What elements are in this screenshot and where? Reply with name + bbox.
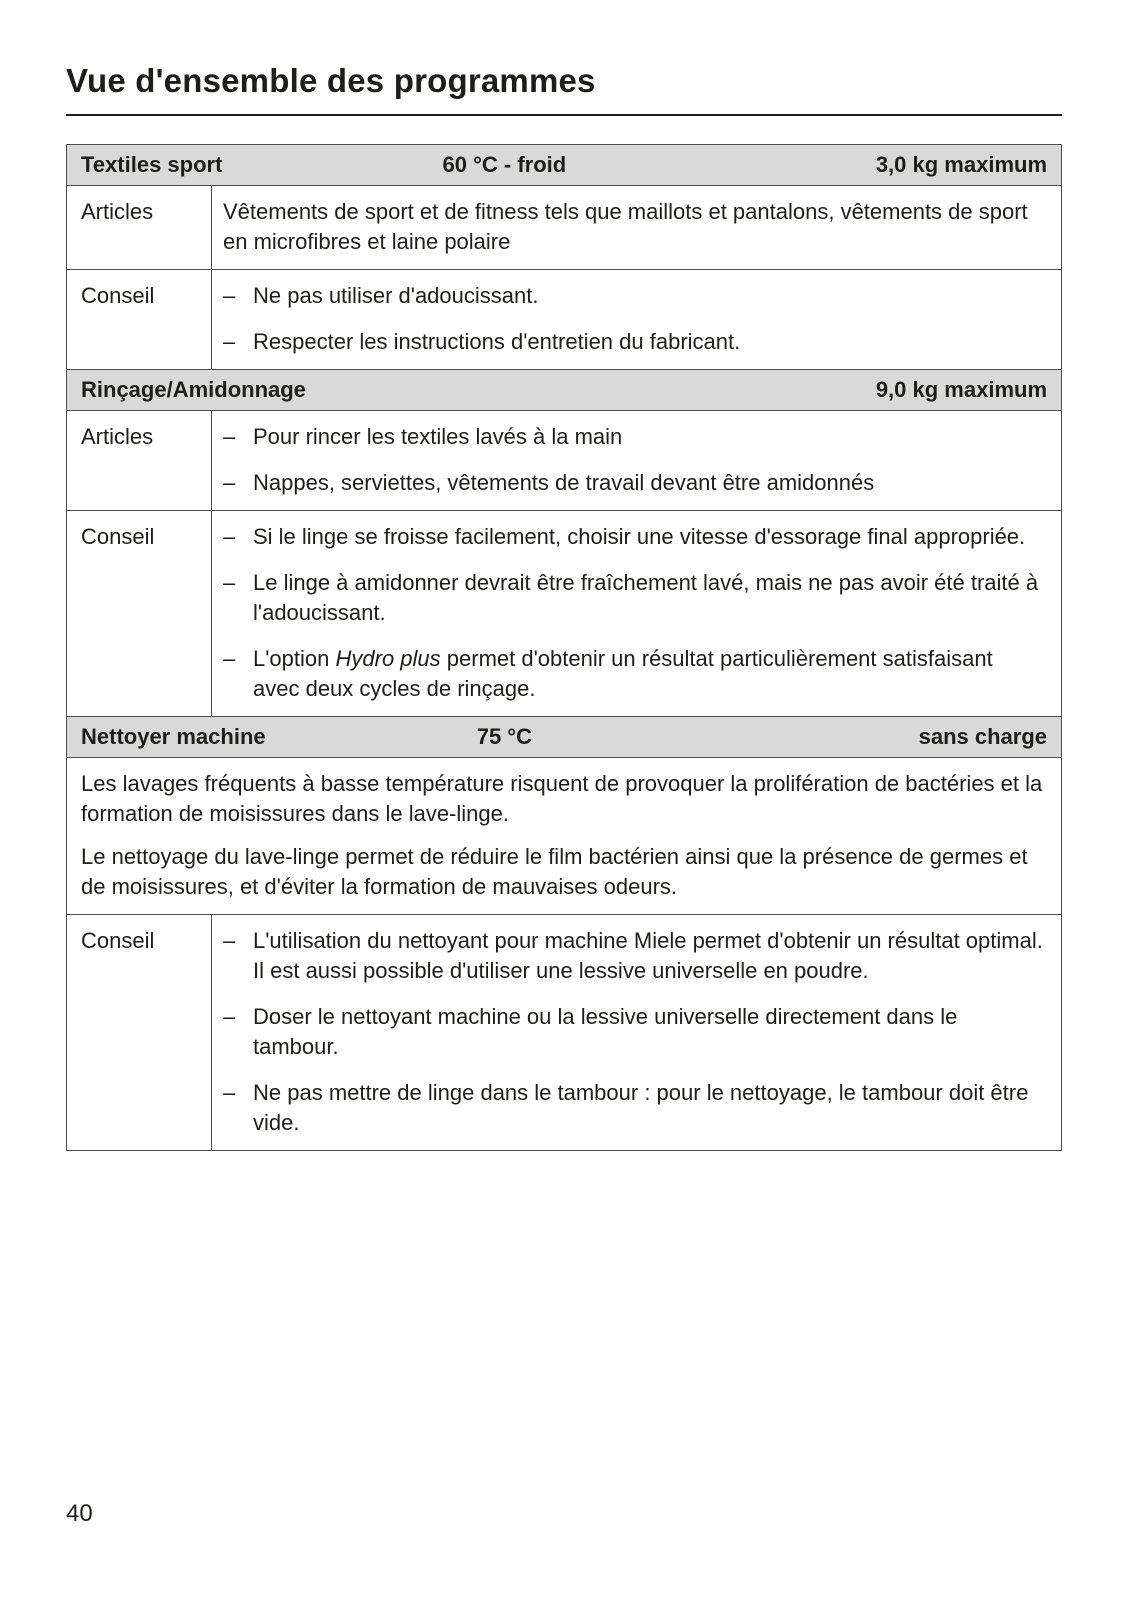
page-number: 40 xyxy=(66,1500,93,1527)
bullet-text: Nappes, serviettes, vêtements de travail devant être amidonnés xyxy=(253,470,875,495)
row-content xyxy=(212,511,1061,716)
row-content xyxy=(212,186,1061,269)
intro-paragraph: Les lavages fréquents à basse température risquent de provoquer la prolifération de bactéries et la formation de moisissures dans le lave-linge. xyxy=(81,771,1043,826)
program-table xyxy=(66,144,1062,1151)
program-capacity: 9,0 kg maximum xyxy=(875,377,1047,402)
bullet-text: L'utilisation du nettoyant pour machine Miele permet d'obtenir un résultat optimal. Il est aussi possible d'utiliser une lessive universelle en poudre. xyxy=(253,928,1043,983)
bullet-dash: – xyxy=(223,470,236,495)
page-content xyxy=(66,0,1062,1151)
bullet-dash: – xyxy=(223,424,236,449)
bullet-item xyxy=(223,1002,1043,1062)
bullet-item xyxy=(223,327,1043,357)
bullet-item xyxy=(223,644,1043,704)
bullet-text xyxy=(253,644,1043,704)
bullet-dash: – xyxy=(223,928,236,953)
program-temperature: 60 °C - froid xyxy=(442,152,567,177)
bullet-dash: – xyxy=(223,646,236,671)
program-name: Rinçage/Amidonnage xyxy=(81,377,306,402)
bullet-text xyxy=(253,568,1043,628)
table-row-articles xyxy=(67,185,1061,269)
program-capacity: sans charge xyxy=(918,724,1047,749)
row-label: Articles xyxy=(67,186,212,269)
bullet-item xyxy=(223,468,1043,498)
title-rule xyxy=(66,114,1062,116)
intro-paragraph: Le nettoyage du lave-linge permet de réduire le film bactérien ainsi que la présence de germes et de moisissures, et d'éviter la formation de mauvaises odeurs. xyxy=(81,844,1028,899)
row-label: Articles xyxy=(67,411,212,510)
bullet-item xyxy=(223,926,1043,986)
bullet-item xyxy=(223,568,1043,628)
program-temperature: 75 °C xyxy=(476,724,532,749)
bullet-item xyxy=(223,281,1043,311)
bullet-dash: – xyxy=(223,570,236,595)
text-fragment: permet d'obtenir un résultat particulièrement satisfaisant avec deux cycles de rinçage. xyxy=(253,646,993,701)
bullet-dash: – xyxy=(223,1080,236,1105)
text-fragment: L'option xyxy=(253,646,336,671)
row-label: Conseil xyxy=(67,511,212,716)
bullet-text: Ne pas mettre de linge dans le tambour : pour le nettoyage, le tambour doit être vide. xyxy=(253,1080,1029,1135)
bullet-item xyxy=(223,422,1043,452)
bullet-item xyxy=(223,522,1043,552)
section-header-textiles-sport xyxy=(67,145,1061,185)
row-content xyxy=(212,411,1061,510)
row-label: Conseil xyxy=(67,270,212,369)
bullet-item xyxy=(223,1078,1043,1138)
table-row-intro xyxy=(67,757,1061,914)
table-row-conseil xyxy=(67,914,1061,1150)
section-header-rincage-amidonnage xyxy=(67,369,1061,410)
row-content xyxy=(212,270,1061,369)
section-header-nettoyer-machine xyxy=(67,716,1061,757)
bullet-text: Doser le nettoyant machine ou la lessive universelle directement dans le tambour. xyxy=(253,1004,958,1059)
articles-text: Vêtements de sport et de fitness tels que maillots et pantalons, vêtements de sport en microfibres et laine polaire xyxy=(223,199,1028,254)
bullet-dash: – xyxy=(223,329,236,354)
bullet-text: Respecter les instructions d'entretien du fabricant. xyxy=(253,329,741,354)
table-row-conseil xyxy=(67,510,1061,716)
bullet-text: Pour rincer les textiles lavés à la main xyxy=(253,424,623,449)
program-capacity: 3,0 kg maximum xyxy=(875,152,1047,177)
bullet-dash: – xyxy=(223,1004,236,1029)
bullet-dash: – xyxy=(223,524,236,549)
program-name: Nettoyer machine xyxy=(81,724,266,749)
bullet-text: Ne pas utiliser d'adoucissant. xyxy=(253,283,539,308)
row-label: Conseil xyxy=(67,915,212,1150)
text-fragment: Le linge à amidonner devrait être fraîchement lavé, mais ne pas avoir été traité à l'adoucissant. xyxy=(253,570,1039,625)
bullet-text: Si le linge se froisse facilement, choisir une vitesse d'essorage final appropriée. xyxy=(253,524,1026,549)
page-title: Vue d'ensemble des programmes xyxy=(66,62,596,99)
row-content xyxy=(212,915,1061,1150)
option-name-italic: Hydro plus xyxy=(335,646,441,671)
table-row-conseil xyxy=(67,269,1061,369)
table-row-articles xyxy=(67,410,1061,510)
program-name: Textiles sport xyxy=(81,152,223,177)
bullet-dash: – xyxy=(223,283,236,308)
